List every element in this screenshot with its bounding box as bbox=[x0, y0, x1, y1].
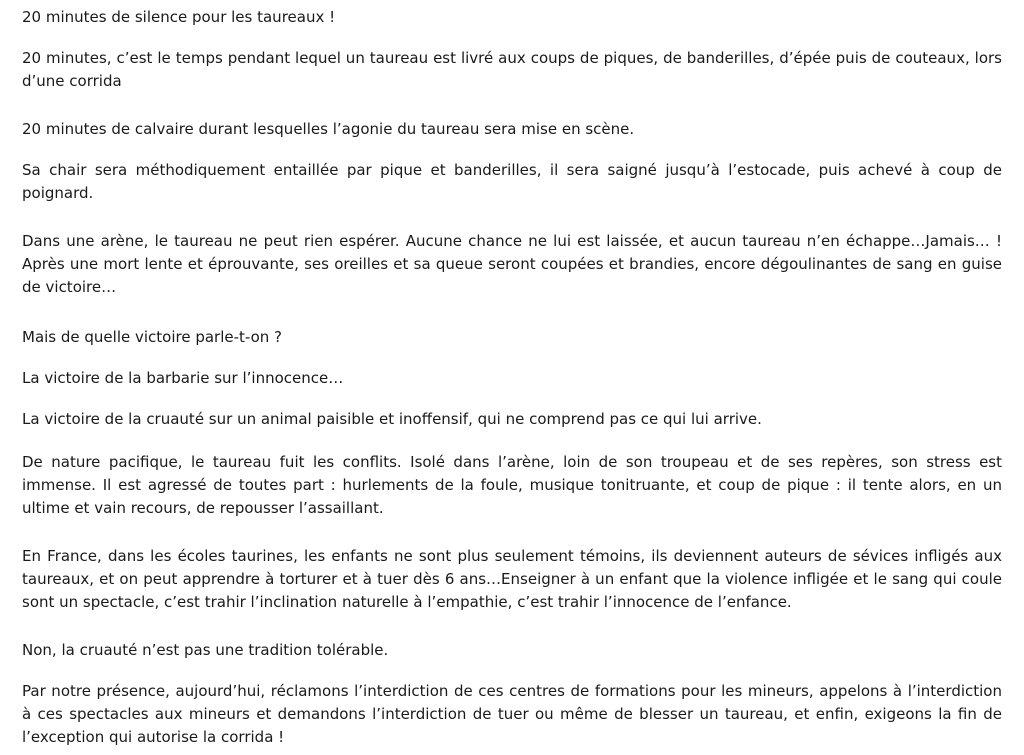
paragraph-10: Non, la cruauté n’est pas une tradition tolérable. bbox=[22, 641, 389, 659]
paragraph-8: De nature pacifique, le taureau fuit les conflits. Isolé dans l’arène, loin de son troupeau et de ses repères, son stress est immense. Il est agressé de toutes part : hurlements de la foule, musique tonitruante, et coup de pique : il tente alors, en un ultime et vain recours, de repousser l’assaillant. bbox=[22, 453, 1002, 517]
paragraph-6: La victoire de la barbarie sur l’innocence… bbox=[22, 369, 344, 387]
paragraph-9: En France, dans les écoles taurines, les enfants ne sont plus seulement témoins, ils deviennent auteurs de sévices infligés aux taureaux, et on peut apprendre à torturer et à tuer dès 6 ans…Enseigner à un enfant que la violence infligée et le sang qui coule sont un spectacle, c’est trahir l’inclination naturelle à l’empathie, c’est trahir l’innocence de l’enfance. bbox=[22, 547, 1002, 611]
paragraph-5: Mais de quelle victoire parle-t-on ? bbox=[22, 328, 283, 346]
paragraph-4: Dans une arène, le taureau ne peut rien espérer. Aucune chance ne lui est laissée, et aucun taureau n’en échappe…Jamais… ! Après une mort lente et éprouvante, ses oreilles et sa queue seront coupées et brandies, encore dégoulinantes de sang en guise de victoire… bbox=[22, 232, 1002, 296]
paragraph-title: 20 minutes de silence pour les taureaux ! bbox=[22, 8, 336, 26]
paragraph-1: 20 minutes, c’est le temps pendant lequel un taureau est livré aux coups de piques, de banderilles, d’épée puis de couteaux, lors d’une corrida bbox=[22, 49, 1002, 90]
paragraph-3: Sa chair sera méthodiquement entaillée par pique et banderilles, il sera saigné jusqu’à l’estocade, puis achevé à coup de poignard. bbox=[22, 161, 1002, 202]
paragraph-11: Par notre présence, aujourd’hui, réclamons l’interdiction de ces centres de formations pour les mineurs, appelons à l’interdiction à ces spectacles aux mineurs et demandons l’interdiction de tuer ou même de blesser un taureau, et enfin, exigeons la fin de l’exception qui autorise la corrida ! bbox=[22, 682, 1002, 746]
paragraph-2: 20 minutes de calvaire durant lesquelles l’agonie du taureau sera mise en scène. bbox=[22, 120, 635, 138]
paragraph-7: La victoire de la cruauté sur un animal paisible et inoffensif, qui ne comprend pas ce qui lui arrive. bbox=[22, 410, 762, 428]
